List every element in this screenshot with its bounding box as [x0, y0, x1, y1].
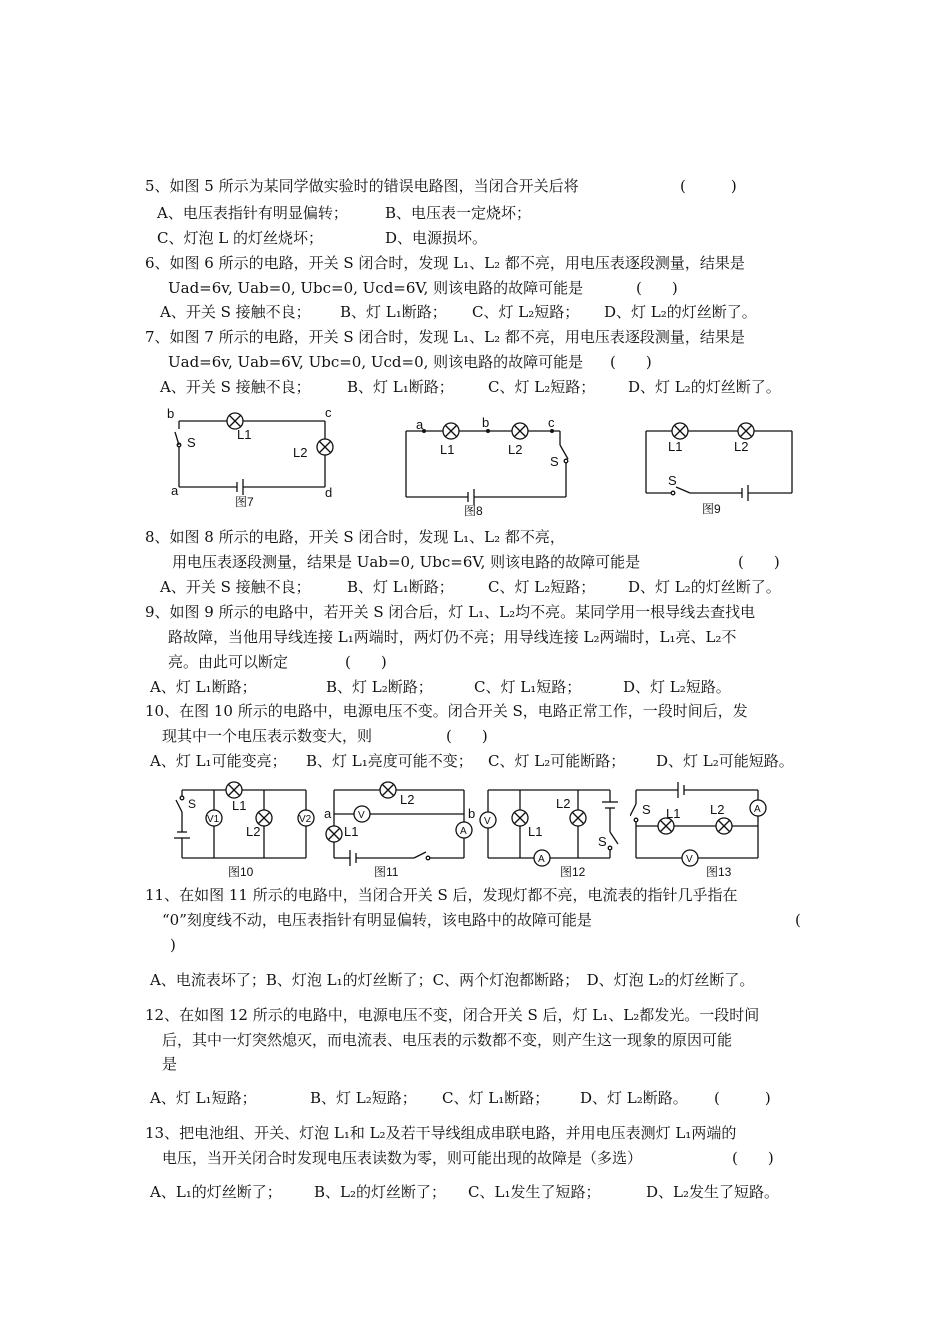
- fig8-label-s: S: [550, 454, 559, 469]
- figure-7-circuit: [165, 405, 355, 513]
- q11-paren-close: ): [170, 936, 176, 954]
- q6-option-c: C、灯 L₂短路；: [472, 303, 580, 321]
- q10-stem-line2: 现其中一个电压表示数变大，则: [162, 727, 373, 745]
- fig7-label-l2: L2: [293, 445, 308, 460]
- figure-9-circuit: [640, 415, 805, 520]
- fig11-caption: 图11: [374, 865, 399, 879]
- q9-option-d: D、灯 L₂短路。: [623, 678, 731, 696]
- fig7-caption: 图7: [235, 495, 254, 509]
- q12-stem-line3: 是: [162, 1055, 178, 1073]
- fig7-label-c: c: [325, 405, 332, 420]
- q6-option-a: A、开关 S 接触不良；: [160, 303, 311, 321]
- q9-option-b: B、灯 L₂断路；: [326, 678, 433, 696]
- q13-option-b: B、L₂的灯丝断了；: [314, 1183, 446, 1201]
- fig9-label-l2: L2: [734, 439, 749, 454]
- q6-option-b: B、灯 L₁断路；: [340, 303, 447, 321]
- q5-option-d: D、电源损坏。: [385, 229, 488, 247]
- fig10-label-v2: V2: [299, 814, 312, 825]
- q5-option-b: B、电压表一定烧坏；: [385, 204, 532, 222]
- q13-option-c: C、L₁发生了短路；: [468, 1183, 601, 1201]
- q12-stem-line2: 后，其中一灯突然熄灭，而电流表、电压表的示数都不变，则产生这一现象的原因可能: [162, 1031, 733, 1049]
- q6-option-d: D、灯 L₂的灯丝断了。: [604, 303, 757, 321]
- q8-option-d: D、灯 L₂的灯丝断了。: [628, 578, 781, 596]
- q10-option-d: D、灯 L₂可能短路。: [656, 752, 794, 770]
- q13-option-a: A、L₁的灯丝断了；: [150, 1183, 282, 1201]
- q12-answer-paren: ( ): [714, 1089, 771, 1107]
- q8-answer-paren: ( ): [738, 553, 780, 571]
- q7-stem-line2: Uad=6v, Uab=6V, Ubc=0, Ucd=0, 则该电路的故障可能是: [168, 353, 584, 371]
- fig13-label-l1: L1: [666, 806, 681, 821]
- q5-stem: 5、如图 5 所示为某同学做实验时的错误电路图，当闭合开关后将: [145, 177, 579, 195]
- q5-answer-paren: ( ): [680, 177, 737, 195]
- q8-option-b: B、灯 L₁断路；: [347, 578, 454, 596]
- q6-stem-line1: 6、如图 6 所示的电路，开关 S 闭合时，发现 L₁、L₂ 都不亮，用电压表逐段测量，结果是: [145, 254, 745, 272]
- fig9-caption: 图9: [702, 502, 721, 516]
- q12-stem-line1: 12、在如图 12 所示的电路中，电源电压不变，闭合开关 S 后，灯 L₁、L₂都发光。一段时间: [145, 1006, 760, 1024]
- q8-option-c: C、灯 L₂短路；: [488, 578, 596, 596]
- fig7-label-b: b: [167, 406, 175, 421]
- figure-12-circuit: [478, 778, 638, 880]
- q8-stem-line2: 用电压表逐段测量，结果是 Uab=0, Ubc=6V, 则该电路的故障可能是: [172, 553, 641, 571]
- fig12-label-s: S: [598, 834, 607, 849]
- fig13-label-l2: L2: [710, 802, 725, 817]
- q12-option-c: C、灯 L₁断路；: [442, 1089, 550, 1107]
- q12-option-d: D、灯 L₂断路。: [580, 1089, 688, 1107]
- q9-option-a: A、灯 L₁断路；: [150, 678, 257, 696]
- q9-answer-paren: ( ): [345, 653, 387, 671]
- q9-stem-line2: 路故障，当他用导线连接 L₁两端时，两灯仍不亮；用导线连接 L₂两端时，L₁亮、L₂不: [168, 628, 737, 646]
- q10-option-b: B、灯 L₁亮度可能不变；: [306, 752, 473, 770]
- q11-options: A、电流表坏了；B、灯泡 L₁的灯丝断了；C、两个灯泡都断路； D、灯泡 L₂的灯丝断了。: [150, 971, 755, 989]
- q13-stem-line2: 电压，当开关闭合时发现电压表读数为零，则可能出现的故障是（多选）: [162, 1149, 643, 1167]
- fig11-label-l2: L2: [400, 792, 415, 807]
- q11-stem-line1: 11、在如图 11 所示的电路中，当闭合开关 S 后，发现灯都不亮，电流表的指针几乎指在: [145, 886, 738, 904]
- figure-8-circuit: [400, 415, 585, 523]
- fig12-caption: 图12: [560, 865, 586, 879]
- fig10-caption: 图10: [228, 865, 254, 879]
- q7-stem-line1: 7、如图 7 所示的电路，开关 S 闭合时，发现 L₁、L₂ 都不亮，用电压表逐段测量，结果是: [145, 328, 745, 346]
- q10-option-a: A、灯 L₁可能变亮；: [150, 752, 287, 770]
- fig11-label-a: a: [324, 806, 332, 821]
- q7-option-c: C、灯 L₂短路；: [488, 378, 596, 396]
- q10-option-c: C、灯 L₂可能断路；: [488, 752, 626, 770]
- figure-11-circuit: [322, 778, 484, 880]
- fig9-label-s: S: [668, 473, 677, 488]
- fig13-label-s: S: [642, 802, 651, 817]
- q5-option-a: A、电压表指针有明显偏转；: [157, 204, 348, 222]
- q13-answer-paren: ( ): [732, 1149, 774, 1167]
- q9-stem-line3: 亮。由此可以断定: [168, 653, 289, 671]
- fig13-caption: 图13: [706, 865, 732, 879]
- fig11-label-v: V: [358, 810, 365, 821]
- q12-option-a: A、灯 L₁短路；: [150, 1089, 257, 1107]
- q7-option-b: B、灯 L₁断路；: [347, 378, 454, 396]
- fig11-label-l1: L1: [344, 824, 359, 839]
- q7-answer-paren: ( ): [610, 353, 652, 371]
- q7-option-a: A、开关 S 接触不良；: [160, 378, 311, 396]
- figure-10-circuit: [168, 778, 328, 880]
- q9-stem-line1: 9、如图 9 所示的电路中，若开关 S 闭合后，灯 L₁、L₂均不亮。某同学用一根导线去查找电: [145, 603, 756, 621]
- fig12-label-l2: L2: [556, 796, 571, 811]
- fig11-label-amm: A: [460, 826, 467, 837]
- q5-option-c: C、灯泡 L 的灯丝烧坏；: [157, 229, 323, 247]
- figure-13-circuit: [630, 778, 780, 880]
- fig8-label-l1: L1: [440, 442, 455, 457]
- fig10-label-l1: L1: [232, 798, 247, 813]
- fig12-label-v: V: [484, 816, 491, 827]
- fig7-label-s: S: [187, 435, 196, 450]
- fig7-label-d: d: [325, 485, 333, 500]
- fig7-label-a: a: [171, 483, 179, 498]
- q10-stem-line1: 10、在图 10 所示的电路中，电源电压不变。闭合开关 S，电路正常工作，一段时间后，发: [145, 702, 748, 720]
- q6-answer-paren: ( ): [636, 279, 678, 297]
- q12-option-b: B、灯 L₂短路；: [310, 1089, 417, 1107]
- fig10-label-l2: L2: [246, 824, 261, 839]
- fig8-label-a: a: [416, 417, 424, 432]
- fig12-label-l1: L1: [528, 824, 543, 839]
- q11-paren-open: (: [795, 911, 801, 929]
- q10-answer-paren: ( ): [446, 727, 488, 745]
- q9-option-c: C、灯 L₁短路；: [474, 678, 582, 696]
- fig9-label-l1: L1: [668, 439, 683, 454]
- q13-stem-line1: 13、把电池组、开关、灯泡 L₁和 L₂及若干导线组成串联电路，并用电压表测灯 L₁两端的: [145, 1124, 737, 1142]
- fig8-label-c: c: [548, 415, 555, 430]
- fig11-label-b: b: [468, 806, 476, 821]
- fig13-label-amm: A: [754, 804, 761, 815]
- fig8-label-l2: L2: [508, 442, 523, 457]
- fig12-label-amm: A: [538, 854, 545, 865]
- fig8-caption: 图8: [464, 504, 483, 518]
- q8-stem-line1: 8、如图 8 所示的电路，开关 S 闭合时，发现 L₁、L₂ 都不亮，: [145, 528, 565, 546]
- fig10-label-s: S: [188, 797, 197, 811]
- fig13-label-v: V: [686, 854, 693, 865]
- q6-stem-line2: Uad=6v, Uab=0, Ubc=0, Ucd=6V, 则该电路的故障可能是: [168, 279, 584, 297]
- q11-stem-line2: “0”刻度线不动，电压表指针有明显偏转，该电路中的故障可能是: [162, 911, 592, 929]
- fig8-label-b: b: [482, 415, 490, 430]
- fig10-label-v1: V1: [207, 814, 220, 825]
- q8-option-a: A、开关 S 接触不良；: [160, 578, 311, 596]
- fig7-label-l1: L1: [237, 427, 252, 442]
- q13-option-d: D、L₂发生了短路。: [646, 1183, 780, 1201]
- q7-option-d: D、灯 L₂的灯丝断了。: [628, 378, 781, 396]
